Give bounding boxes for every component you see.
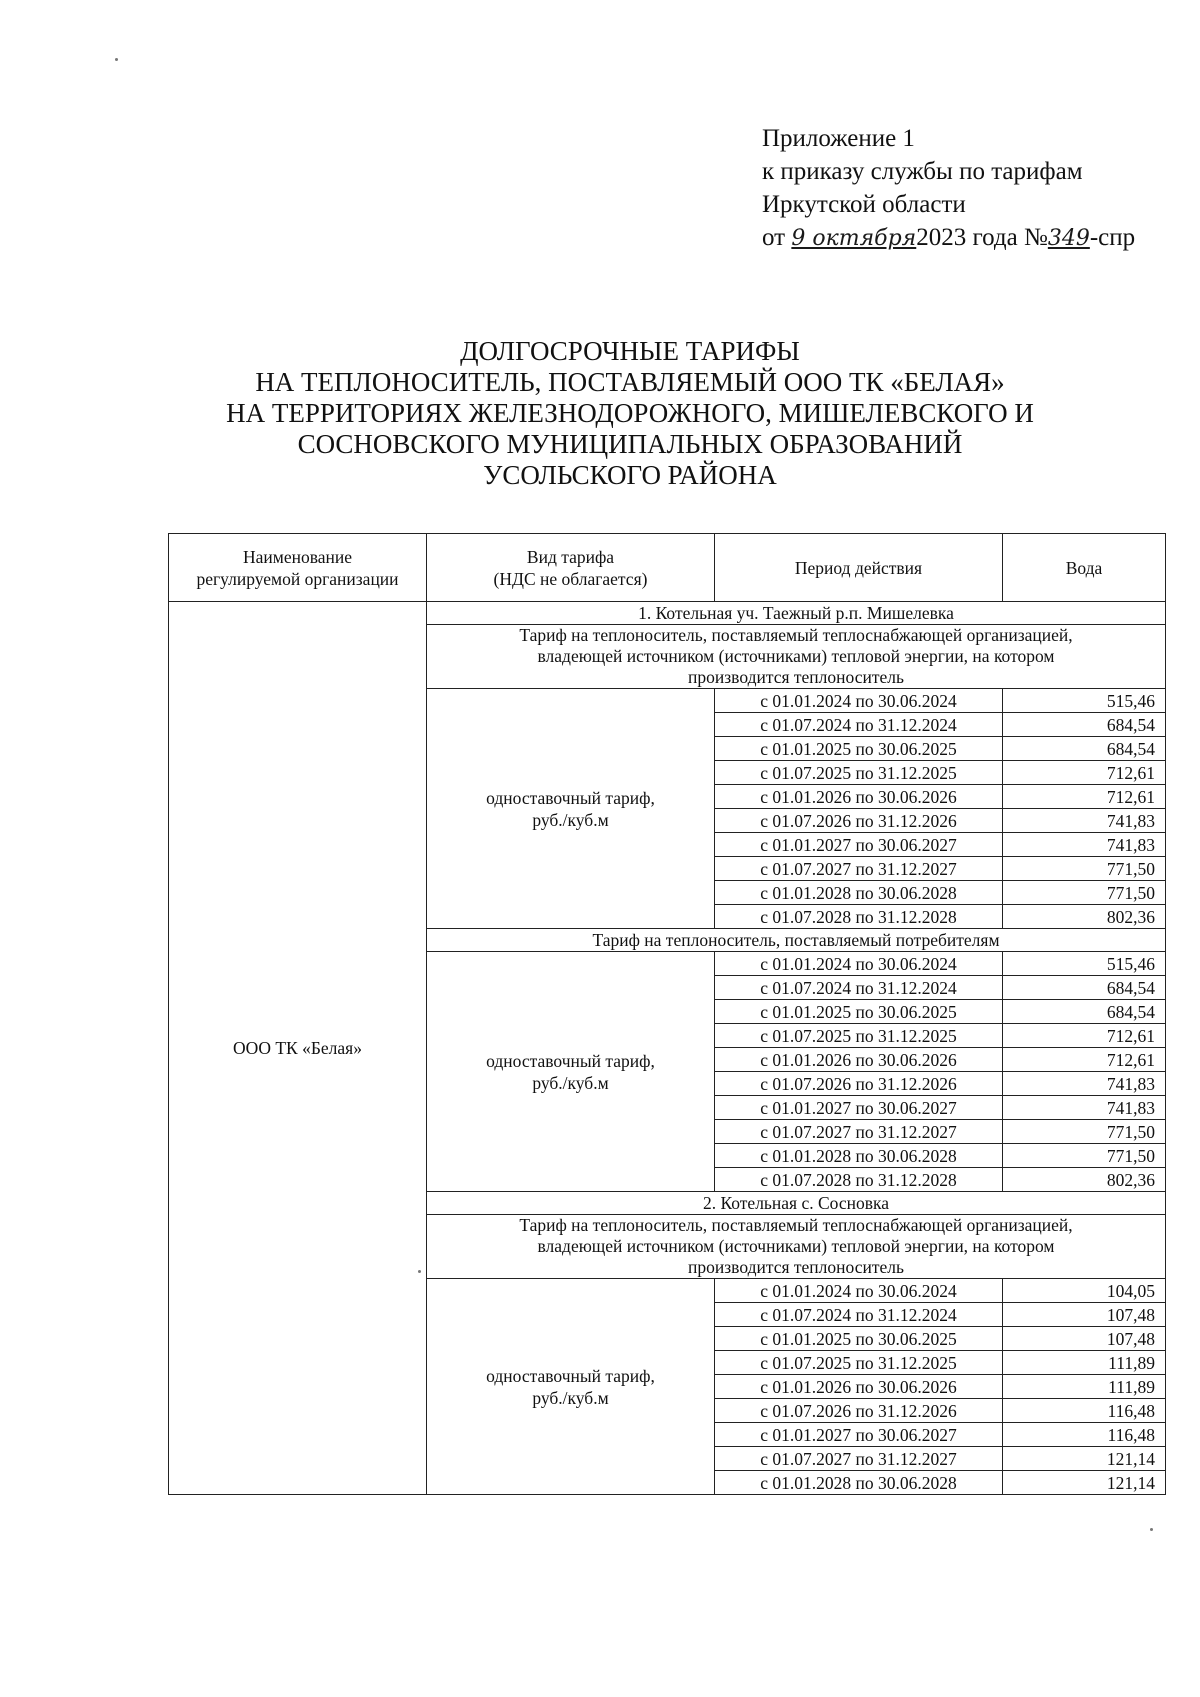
water-value-cell: 771,50	[1003, 881, 1166, 905]
group-subtitle-line: Тариф на теплоноситель, поставляемый теплоснабжающей организацией,	[519, 1215, 1073, 1235]
header-type-line-1: Вид тарифа	[526, 546, 615, 567]
water-value-cell: 684,54	[1003, 976, 1166, 1000]
water-value-cell: 771,50	[1003, 1144, 1166, 1168]
header-tariff-type	[427, 534, 715, 602]
appendix-line-3: Иркутской области	[762, 191, 966, 218]
title-line-5: УСОЛЬСКОГО РАЙОНА	[483, 460, 777, 490]
appendix-block	[762, 122, 1135, 255]
organization-cell: ООО ТК «Белая»	[169, 602, 427, 1495]
water-value-cell: 741,83	[1003, 809, 1166, 833]
header-period: Период действия	[715, 534, 1003, 602]
scan-speck	[115, 58, 118, 61]
period-cell: с 01.01.2024 по 30.06.2024	[715, 952, 1003, 976]
period-cell: с 01.01.2027 по 30.06.2027	[715, 1096, 1003, 1120]
period-cell: с 01.01.2025 по 30.06.2025	[715, 1000, 1003, 1024]
tariff-table-body	[169, 534, 1166, 1495]
group-subtitle-line: Тариф на теплоноситель, поставляемый теплоснабжающей организацией,	[519, 625, 1073, 645]
handwritten-number: 349	[1047, 226, 1090, 251]
group-subtitle-line: производится теплоноситель	[688, 1257, 904, 1277]
header-org-line-1: Наименование	[242, 546, 353, 567]
tariff-kind-cell	[427, 952, 715, 1192]
period-cell: с 01.07.2026 по 31.12.2026	[715, 809, 1003, 833]
header-organization	[169, 534, 427, 602]
water-value-cell: 712,61	[1003, 761, 1166, 785]
tariff-unit-line: руб./куб.м	[532, 809, 609, 830]
tariff-table	[168, 533, 1166, 1495]
title-line-3: НА ТЕРРИТОРИЯХ ЖЕЛЕЗНОДОРОЖНОГО, МИШЕЛЕВСКОГО И	[226, 398, 1034, 428]
water-value-cell: 116,48	[1003, 1423, 1166, 1447]
appendix-line-1: Приложение 1	[762, 125, 915, 152]
appendix-year: 2023 года №	[916, 224, 1048, 251]
handwritten-date: 9 октября	[791, 226, 917, 251]
period-cell: с 01.01.2025 по 30.06.2025	[715, 737, 1003, 761]
period-cell: с 01.07.2025 по 31.12.2025	[715, 1351, 1003, 1375]
period-cell: с 01.01.2024 по 30.06.2024	[715, 689, 1003, 713]
section-title: 1. Котельная уч. Таежный р.п. Мишелевка	[427, 602, 1166, 625]
period-cell: с 01.01.2028 по 30.06.2028	[715, 1471, 1003, 1495]
group-subtitle	[427, 1215, 1166, 1279]
water-value-cell: 515,46	[1003, 689, 1166, 713]
header-type-line-2: (НДС не облагается)	[493, 568, 648, 589]
water-value-cell: 111,89	[1003, 1375, 1166, 1399]
water-value-cell: 802,36	[1003, 905, 1166, 929]
water-value-cell: 712,61	[1003, 785, 1166, 809]
water-value-cell: 121,14	[1003, 1447, 1166, 1471]
period-cell: с 01.07.2024 по 31.12.2024	[715, 713, 1003, 737]
appendix-suffix: -спр	[1089, 224, 1136, 251]
water-value-cell: 116,48	[1003, 1399, 1166, 1423]
tariff-unit-line: руб./куб.м	[532, 1387, 609, 1408]
period-cell: с 01.07.2028 по 31.12.2028	[715, 905, 1003, 929]
water-value-cell: 802,36	[1003, 1168, 1166, 1192]
section-title: 2. Котельная с. Сосновка	[427, 1192, 1166, 1215]
water-value-cell: 684,54	[1003, 713, 1166, 737]
water-value-cell: 771,50	[1003, 1120, 1166, 1144]
group-subtitle-line: Тариф на теплоноситель, поставляемый потребителям	[592, 929, 1000, 950]
appendix-date-prefix: от	[762, 224, 786, 251]
group-subtitle-line: владеющей источником (источниками) тепловой энергии, на котором	[537, 1236, 1055, 1256]
header-water: Вода	[1003, 534, 1166, 602]
water-value-cell: 111,89	[1003, 1351, 1166, 1375]
period-cell: с 01.07.2026 по 31.12.2026	[715, 1072, 1003, 1096]
period-cell: с 01.07.2027 по 31.12.2027	[715, 857, 1003, 881]
water-value-cell: 741,83	[1003, 1096, 1166, 1120]
group-subtitle-line: производится теплоноситель	[688, 667, 904, 687]
water-value-cell: 107,48	[1003, 1327, 1166, 1351]
tariff-kind-cell	[427, 689, 715, 929]
water-value-cell: 104,05	[1003, 1279, 1166, 1303]
water-value-cell: 771,50	[1003, 857, 1166, 881]
period-cell: с 01.01.2026 по 30.06.2026	[715, 785, 1003, 809]
period-cell: с 01.01.2025 по 30.06.2025	[715, 1327, 1003, 1351]
period-cell: с 01.01.2028 по 30.06.2028	[715, 1144, 1003, 1168]
tariff-kind-cell	[427, 1279, 715, 1495]
scan-speck	[418, 1270, 421, 1273]
tariff-kind-line: одноставочный тариф,	[486, 1050, 655, 1071]
appendix-line-2: к приказу службы по тарифам	[762, 158, 1083, 185]
period-cell: с 01.01.2027 по 30.06.2027	[715, 1423, 1003, 1447]
period-cell: с 01.07.2028 по 31.12.2028	[715, 1168, 1003, 1192]
period-cell: с 01.07.2027 по 31.12.2027	[715, 1120, 1003, 1144]
tariff-kind-line: одноставочный тариф,	[486, 787, 655, 808]
group-subtitle	[427, 929, 1166, 952]
title-line-2: НА ТЕПЛОНОСИТЕЛЬ, ПОСТАВЛЯЕМЫЙ ООО ТК «БЕЛАЯ»	[255, 367, 1005, 397]
water-value-cell: 684,54	[1003, 737, 1166, 761]
water-value-cell: 515,46	[1003, 952, 1166, 976]
tariff-kind-line: одноставочный тариф,	[486, 1365, 655, 1386]
title-line-1: ДОЛГОСРОЧНЫЕ ТАРИФЫ	[460, 336, 800, 366]
water-value-cell: 107,48	[1003, 1303, 1166, 1327]
appendix-line-4	[762, 221, 1135, 255]
header-org-line-2: регулируемой организации	[196, 568, 399, 589]
tariff-unit-line: руб./куб.м	[532, 1072, 609, 1093]
scan-speck	[1150, 1528, 1153, 1531]
period-cell: с 01.01.2024 по 30.06.2024	[715, 1279, 1003, 1303]
period-cell: с 01.01.2028 по 30.06.2028	[715, 881, 1003, 905]
period-cell: с 01.07.2027 по 31.12.2027	[715, 1447, 1003, 1471]
water-value-cell: 684,54	[1003, 1000, 1166, 1024]
water-value-cell: 121,14	[1003, 1471, 1166, 1495]
period-cell: с 01.07.2026 по 31.12.2026	[715, 1399, 1003, 1423]
period-cell: с 01.07.2025 по 31.12.2025	[715, 761, 1003, 785]
water-value-cell: 712,61	[1003, 1024, 1166, 1048]
period-cell: с 01.01.2026 по 30.06.2026	[715, 1048, 1003, 1072]
water-value-cell: 712,61	[1003, 1048, 1166, 1072]
title-line-4: СОСНОВСКОГО МУНИЦИПАЛЬНЫХ ОБРАЗОВАНИЙ	[297, 429, 963, 459]
section-title-row	[169, 602, 1166, 625]
document-title	[150, 336, 1110, 491]
group-subtitle	[427, 625, 1166, 689]
period-cell: с 01.01.2026 по 30.06.2026	[715, 1375, 1003, 1399]
period-cell: с 01.07.2025 по 31.12.2025	[715, 1024, 1003, 1048]
water-value-cell: 741,83	[1003, 833, 1166, 857]
period-cell: с 01.07.2024 по 31.12.2024	[715, 976, 1003, 1000]
table-header-row	[169, 534, 1166, 602]
group-subtitle-line: владеющей источником (источниками) тепловой энергии, на котором	[537, 646, 1055, 666]
water-value-cell: 741,83	[1003, 1072, 1166, 1096]
period-cell: с 01.07.2024 по 31.12.2024	[715, 1303, 1003, 1327]
period-cell: с 01.01.2027 по 30.06.2027	[715, 833, 1003, 857]
